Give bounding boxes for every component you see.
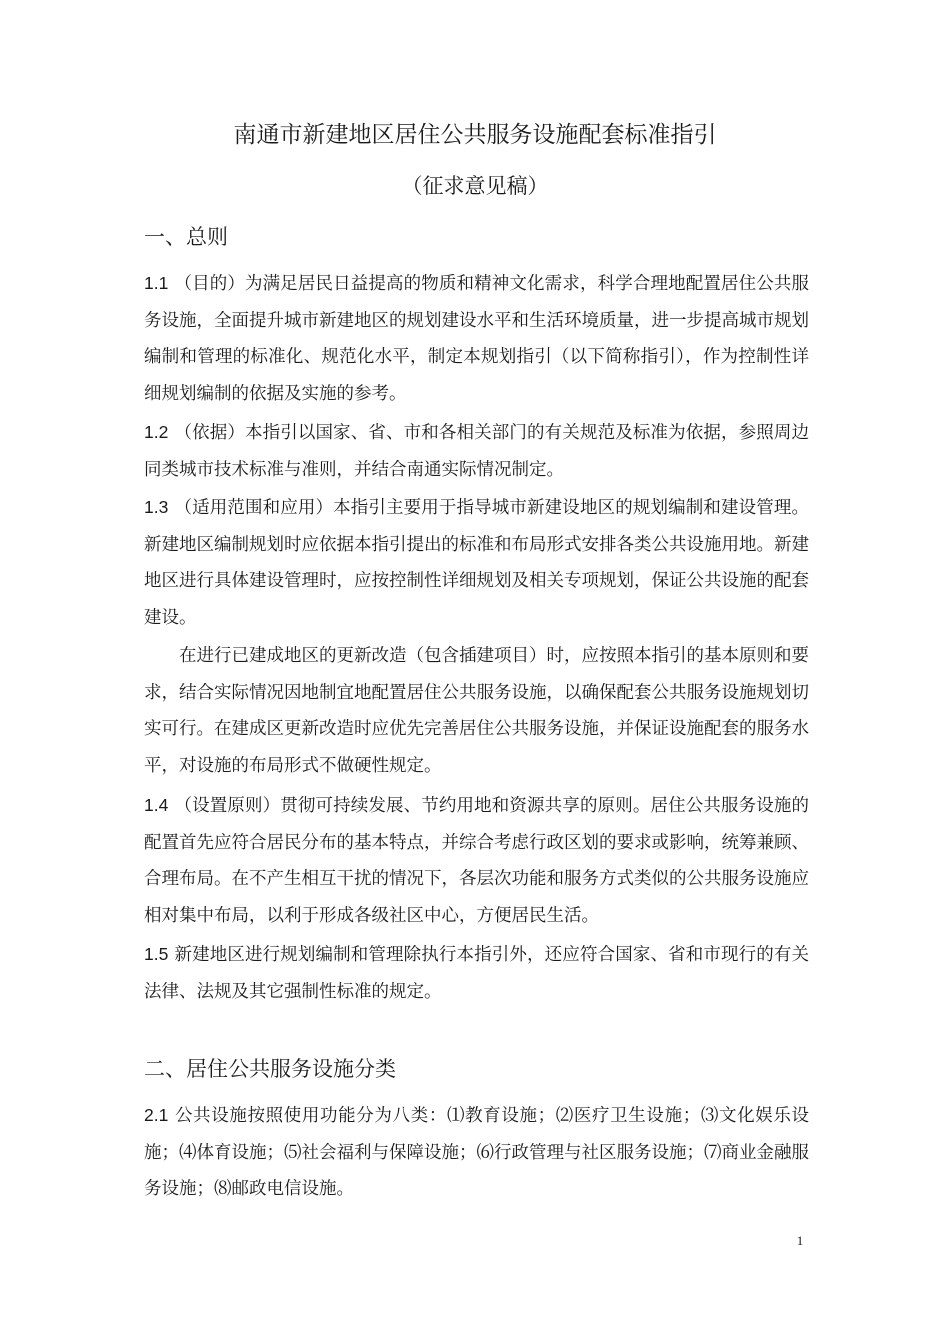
clause-text: 公共设施按照使用功能分为八类：⑴教育设施；⑵医疗卫生设施；⑶文化娱乐设施；⑷体育设施；⑸社会福利与保障设施；⑹行政管理与社区服务设施；⑺商业金融服务设施；⑻邮政电信设施。 [144, 1106, 809, 1199]
paragraph-1-3-continued: 在进行已建成地区的更新改造（包含插建项目）时，应按照本指引的基本原则和要求，结合实际情况因地制宜地配置居住公共服务设施，以确保配套公共服务设施规划切实可行。在建成区更新改造时应优先完善居住公共服务设施，并保证设施配套的服务水平，对设施的布局形式不做硬性规定。 [144, 646, 809, 776]
paragraph-1-5 [144, 936, 809, 1010]
clause-text: （目的）为满足居民日益提高的物质和精神文化需求，科学合理地配置居住公共服务设施，全面提升城市新建地区的规划建设水平和生活环境质量，进一步提高城市规划编制和管理的标准化、规范化水平，制定本规划指引（以下简称指引），作为控制性详细规划编制的依据及实施的参考。 [144, 274, 809, 404]
clause-text: 新建地区进行规划编制和管理除执行本指引外，还应符合国家、省和市现行的有关法律、法规及其它强制性标准的规定。 [144, 945, 809, 1002]
paragraph-1-2 [144, 414, 809, 488]
paragraph-2-1 [144, 1097, 809, 1208]
clause-number: 1.2 [144, 422, 169, 442]
clause-number: 1.5 [144, 944, 169, 964]
clause-number: 2.1 [144, 1105, 169, 1125]
paragraph-1-1 [144, 265, 809, 412]
paragraph-1-4 [144, 787, 809, 934]
section-heading-classification: 二、居住公共服务设施分类 [144, 1057, 396, 1081]
clause-number: 1.3 [144, 497, 169, 517]
paragraph-1-3 [144, 489, 809, 636]
clause-text: （适用范围和应用）本指引主要用于指导城市新建设地区的规划编制和建设管理。新建地区编制规划时应依据本指引提出的标准和布局形式安排各类公共设施用地。新建地区进行具体建设管理时，应按控制性详细规划及相关专项规划，保证公共设施的配套建设。 [144, 498, 809, 628]
clause-text: （依据）本指引以国家、省、市和各相关部门的有关规范及标准为依据，参照周边同类城市技术标准与准则，并结合南通实际情况制定。 [144, 423, 809, 480]
clause-number: 1.1 [144, 273, 169, 293]
clause-text: （设置原则）贯彻可持续发展、节约用地和资源共享的原则。居住公共服务设施的配置首先应符合居民分布的基本特点，并综合考虑行政区划的要求或影响，统筹兼顾、合理布局。在不产生相互干扰的情况下，各层次功能和服务方式类似的公共服务设施应相对集中布局，以利于形成各级社区中心，方便居民生活。 [144, 796, 809, 926]
page-number: 1 [796, 1233, 804, 1248]
section-heading-general: 一、总则 [144, 225, 228, 249]
document-subtitle: （征求意见稿） [401, 174, 549, 198]
clause-number: 1.4 [144, 795, 169, 815]
document-title: 南通市新建地区居住公共服务设施配套标准指引 [233, 122, 717, 148]
